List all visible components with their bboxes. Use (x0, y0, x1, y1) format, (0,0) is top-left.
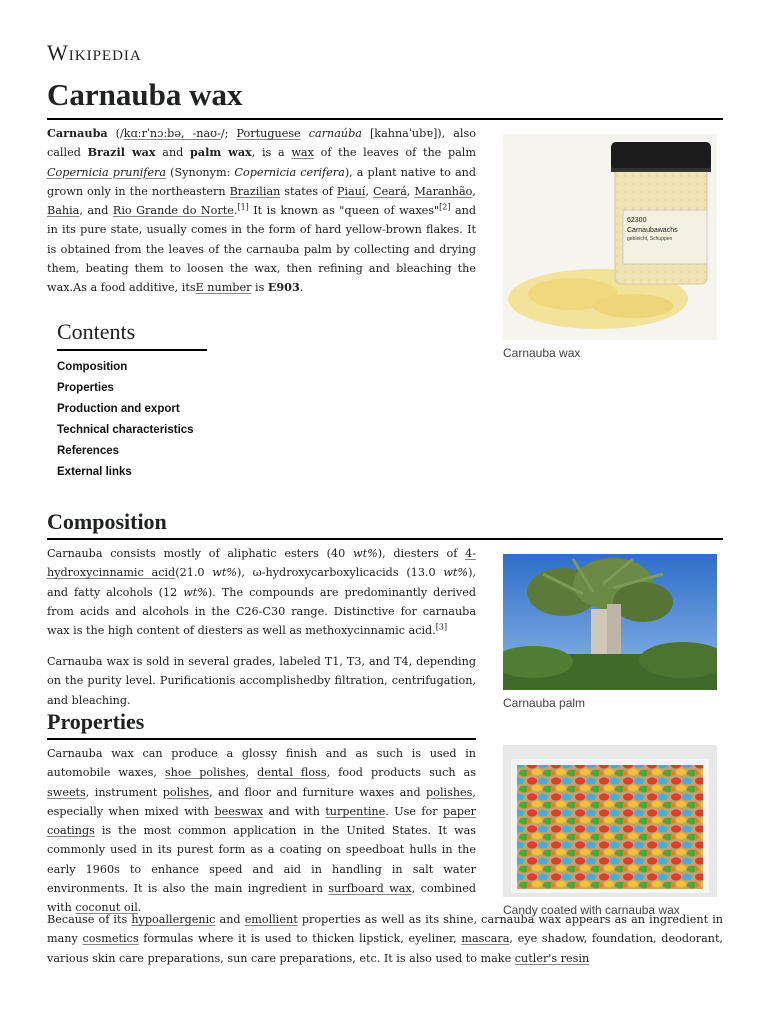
paper-coatings-link[interactable]: paper coatings (47, 804, 476, 838)
ipa-link[interactable]: kɑːrˈnɔːbə, -naʊ- (123, 127, 221, 140)
composition-paragraph-2: Carnauba wax is sold in several grades, labeled T1, T3, and T4, depending on the purity level. Purificationis accomplishedby filtration, centrifugation, and bleaching. (47, 655, 476, 707)
figure-caption-palm: Carnauba palm (503, 696, 586, 710)
candy-image[interactable] (503, 745, 717, 897)
toc-item-properties[interactable]: Properties (57, 382, 114, 394)
properties-paragraph-1: Carnauba wax can produce a glossy finish and as such is used in automobile waxes, shoe polishes, dental floss, food products such as sweets, instrument polishes, and floor and furniture waxes and polishes, especially when mixed with beeswax and with turpentine. Use for paper coatings is the most common application in the United States. It was commonly used in its purest form as a coating on speedboat hulls in the early 1960s to enhance speed and aid in handling in salt water environments. It is also the main ingredient in surfboard wax, combined with coconut oil. (47, 747, 476, 915)
intro-paragraph: Carnauba (/kɑːrˈnɔːbə, -naʊ-/; Portuguese carnaúba [kahnaˈubɐ]), also called Brazil wax and palm wax, is a wax of the leaves of the palm Copernicia prunifera (Synonym: Copernicia cerifera), a plant native to and grown only in the northeastern Brazilian states of Piauí, Ceará, Maranhão, Bahia, and Rio Grande do Norte.[1] It is known as "queen of waxes"[2] and in its pure state, usually comes in the form of hard yellow-brown flakes. It is obtained from the leaves of the carnauba palm by collecting and drying them, beating them to loosen the wax, then refining and bleaching the wax.As a food additive, itsE number is E903. (47, 126, 477, 295)
citation-2[interactable]: [2] (439, 202, 451, 212)
page-title: Carnauba wax (47, 76, 723, 120)
hydroxycinnamic-link[interactable]: 4-hydroxycinnamic acid (47, 547, 476, 580)
citation-3[interactable]: [3] (435, 622, 448, 632)
bahia-link[interactable]: Bahia (47, 204, 80, 218)
properties-paragraph-2: Because of its hypoallergenic and emollient properties as well as its shine, carnauba wax appears as an ingredient in many cosmetics formulas where it is used to thicken lipstick, eyeliner, mascara, eye shadow, foundation, deodorant, various skin care preparations, sun care preparations, etc. It is also used to make cutler's resin (47, 913, 723, 965)
brazilian-link[interactable]: Brazilian (229, 184, 281, 198)
jar-label-number: 62300 (627, 217, 647, 224)
composition-heading: Composition (47, 508, 723, 540)
polishes-link[interactable]: polishes (162, 785, 210, 799)
carnauba-palm-image[interactable] (503, 554, 717, 690)
turpentine-link[interactable]: turpentine (325, 804, 386, 818)
jar-label-sub: gebleicht, Schuppen (627, 236, 673, 242)
citation-1[interactable]: [1] (237, 202, 249, 212)
mascara-link[interactable]: mascara (461, 932, 510, 946)
piaui-link[interactable]: Piauí (336, 184, 366, 198)
dental-floss-link[interactable]: dental floss (257, 766, 327, 780)
cosmetics-link[interactable]: cosmetics (82, 932, 139, 946)
portuguese-link[interactable]: Portuguese (236, 127, 301, 140)
e-number-link[interactable]: E number (195, 281, 252, 295)
properties-heading: Properties (47, 708, 476, 740)
sweets-link[interactable]: sweets (47, 785, 86, 799)
wax-link[interactable]: wax (291, 146, 314, 160)
maranhao-link[interactable]: Maranhão (414, 184, 473, 198)
figure-caption-wax: Carnauba wax (503, 346, 581, 360)
surfboard-wax-link[interactable]: surfboard wax (328, 882, 412, 896)
wikipedia-wordmark[interactable]: Wikipedia (47, 40, 142, 65)
rio-grande-link[interactable]: Rio Grande do Norte (112, 204, 234, 218)
beeswax-link[interactable]: beeswax (214, 804, 264, 818)
figure-carnauba-palm (503, 554, 717, 710)
toc-heading: Contents (57, 318, 207, 351)
jar-label-name: Carnaubawachs (627, 227, 678, 234)
toc-item-technical[interactable]: Technical characteristics (57, 424, 194, 436)
copernicia-link[interactable]: Copernicia prunifera (47, 165, 167, 179)
table-of-contents (57, 318, 207, 483)
toc-item-references[interactable]: References (57, 445, 120, 457)
figure-carnauba-wax (503, 134, 717, 360)
hypoallergenic-link[interactable]: hypoallergenic (131, 913, 216, 926)
composition-paragraph-1: Carnauba consists mostly of aliphatic esters (40 wt%), diesters of 4-hydroxycinnamic acid(21.0 wt%), ω-hydroxycarboxylicacids (13.0 wt%), and fatty alcohols (12 wt%). The compounds are predominantly derived from acids and alcohols in the C26-C30 range. Distinctive for carnauba wax is the high content of diesters as well as methoxycinnamic acid.[3] (47, 547, 476, 638)
polishes-link-2[interactable]: polishes (426, 785, 473, 799)
toc-item-external-links[interactable]: External links (57, 466, 132, 478)
intro-bold-term: Carnauba (47, 126, 108, 140)
toc-item-composition[interactable]: Composition (57, 361, 128, 373)
cutlers-resin-link[interactable]: cutler's resin (514, 951, 590, 965)
ceara-link[interactable]: Ceará (373, 184, 407, 198)
coconut-oil-link[interactable]: coconut oil (75, 901, 138, 915)
emollient-link[interactable]: emollient (244, 913, 298, 926)
figure-candy (503, 745, 717, 917)
shoe-polishes-link[interactable]: shoe polishes (164, 766, 246, 780)
toc-item-production[interactable]: Production and export (57, 403, 180, 415)
figure-caption-candy: Candy coated with carnauba wax (503, 903, 680, 917)
carnauba-wax-image[interactable] (503, 134, 717, 340)
